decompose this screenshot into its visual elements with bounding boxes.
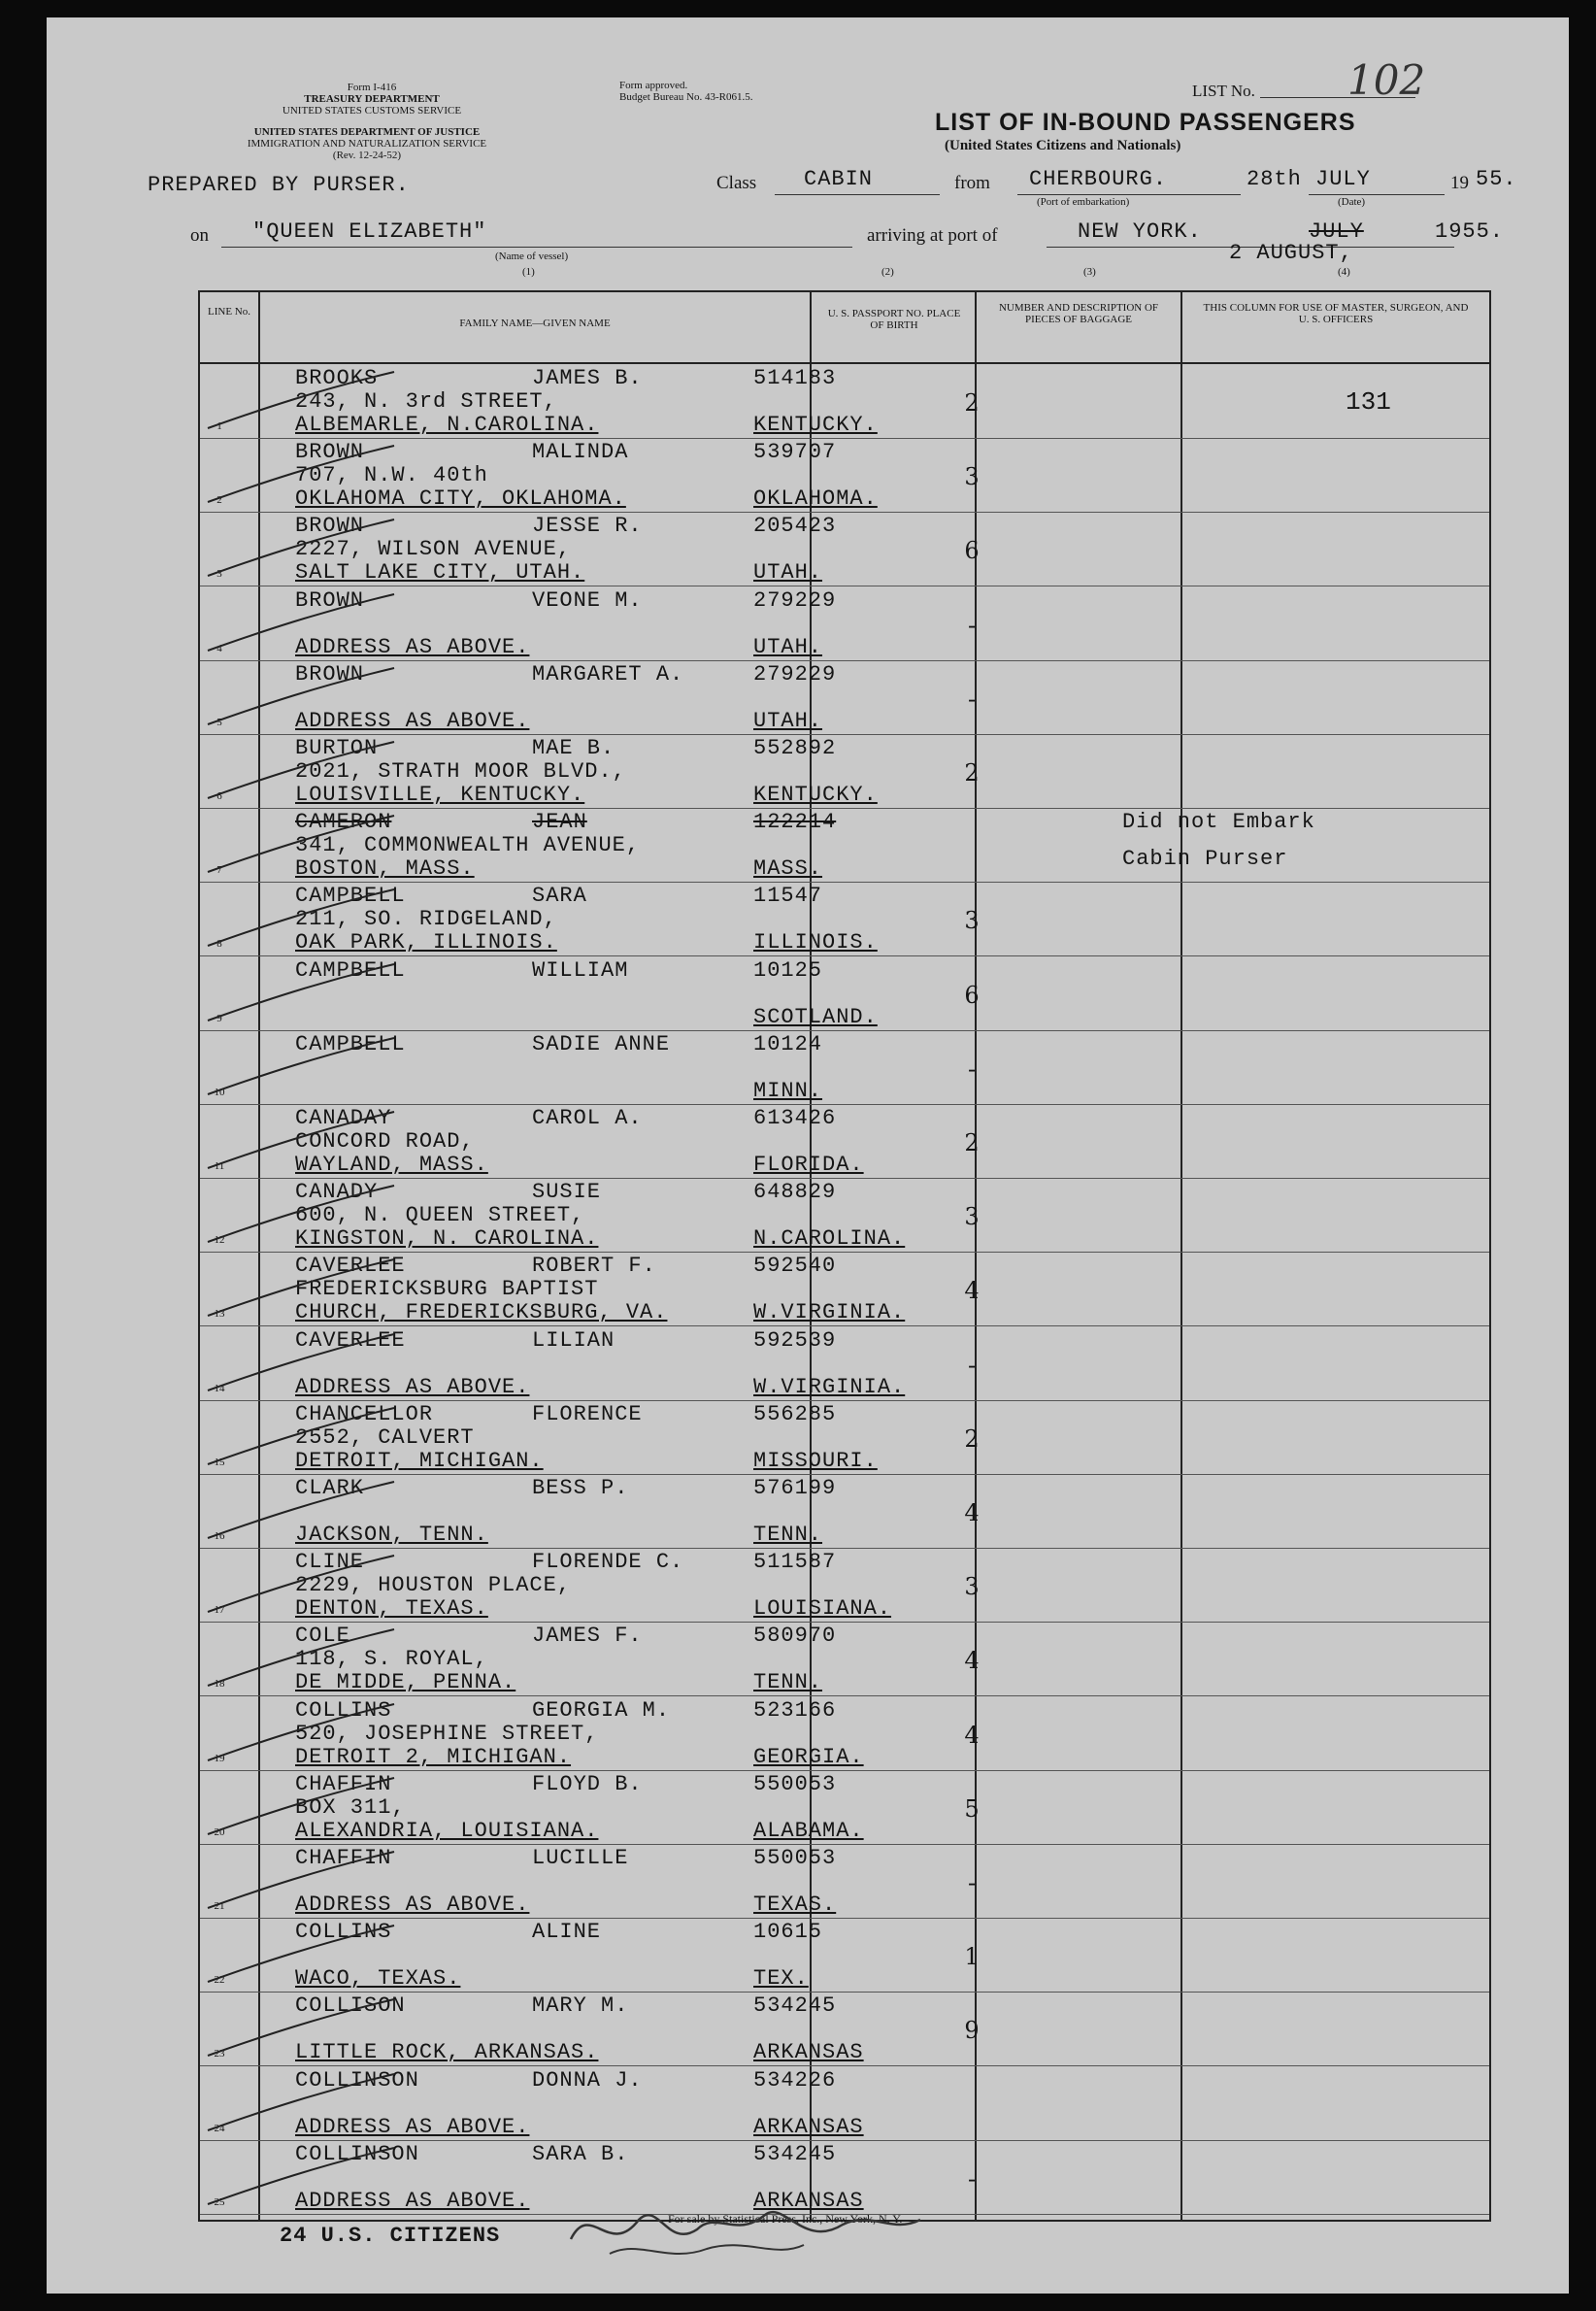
address-line-1: 2229, HOUSTON PLACE,: [295, 1573, 572, 1598]
place-of-birth: TENN.: [753, 1670, 823, 1695]
from-label: from: [954, 173, 990, 193]
address-line-2: DETROIT, MICHIGAN.: [295, 1448, 544, 1473]
check-tick-mark: [204, 518, 398, 586]
place-of-birth: ALABAMA.: [753, 1818, 864, 1843]
address-line-2: ADDRESS AS ABOVE.: [295, 1892, 530, 1917]
baggage-count: 3: [964, 463, 980, 491]
line-number: 23: [214, 2048, 225, 2060]
check-tick-mark: [204, 1776, 398, 1844]
prepared-by: PREPARED BY PURSER.: [148, 173, 410, 197]
family-name: BROWN: [295, 440, 365, 465]
header-line-no: LINE No.: [208, 306, 250, 318]
address-line-1: 2227, WILSON AVENUE,: [295, 537, 572, 562]
line-number: 13: [214, 1308, 225, 1321]
place-of-birth: ARKANSAS: [753, 2114, 864, 2139]
baggage-count: 6: [964, 981, 980, 1009]
family-name: BROWN: [295, 661, 365, 687]
doj-name: UNITED STATES DEPARTMENT OF JUSTICE: [253, 126, 481, 138]
family-name: CLARK: [295, 1476, 365, 1500]
address-line-1: CONCORD ROAD,: [295, 1129, 475, 1154]
place-of-birth: TEXAS.: [753, 1892, 837, 1917]
table-row: [200, 882, 1489, 956]
arrival-date: 2 AUGUST,: [1229, 241, 1353, 265]
table-row: [200, 364, 1489, 439]
family-name: BROWN: [295, 587, 365, 613]
baggage-count: 2: [964, 1129, 980, 1156]
check-tick-mark: [204, 740, 398, 808]
address-line-1: BOX 311,: [295, 1794, 406, 1820]
table-header: [200, 292, 1489, 364]
place-of-birth: MASS.: [753, 856, 823, 882]
table-row: [200, 1252, 1489, 1326]
family-name: CANADAY: [295, 1106, 392, 1130]
address-line-2: JACKSON, TENN.: [295, 1523, 488, 1547]
family-name: CAMERON: [295, 810, 392, 835]
check-tick-mark: [204, 1702, 398, 1770]
family-name: COLLINS: [295, 1920, 392, 1945]
date-caption: (Date): [1338, 196, 1366, 208]
address-line-2: SALT LAKE CITY, UTAH.: [295, 560, 585, 586]
baggage-count: 2: [964, 389, 980, 417]
passport-number: 514183: [753, 366, 837, 390]
date-value: 28th JULY: [1247, 167, 1371, 191]
passport-number: 613426: [753, 1106, 837, 1130]
line-number: 10: [214, 1086, 225, 1098]
check-tick-mark: [204, 1036, 398, 1104]
place-of-birth: W.VIRGINIA.: [753, 1374, 906, 1399]
passport-number: 523166: [753, 1697, 837, 1723]
line-number: 19: [214, 1752, 225, 1764]
family-name: COLLINS: [295, 1697, 392, 1723]
given-name: SUSIE: [532, 1180, 602, 1205]
column-number-1: (1): [522, 266, 535, 278]
table-row: [200, 438, 1489, 513]
document-title: LIST OF IN-BOUND PASSENGERS: [935, 109, 1356, 136]
given-name: FLOYD B.: [532, 1771, 643, 1796]
check-tick-mark: [204, 1627, 398, 1695]
family-name: CAMPBELL: [295, 957, 406, 983]
check-tick-mark: [204, 666, 398, 734]
check-tick-mark: [204, 2072, 398, 2140]
table-row: [200, 1178, 1489, 1253]
given-name: FLORENCE: [532, 1401, 643, 1426]
given-name: JESSE R.: [532, 514, 643, 539]
baggage-count: 2: [964, 759, 980, 787]
table-row: [200, 1400, 1489, 1475]
given-name: VEONE M.: [532, 587, 643, 613]
given-name: MARY M.: [532, 1993, 629, 2019]
table-row: [200, 1104, 1489, 1179]
table-row: [200, 734, 1489, 809]
baggage-count: 3: [964, 1203, 980, 1231]
year-prefix: 19: [1450, 173, 1469, 193]
check-tick-mark: [204, 1997, 398, 2065]
family-name: CAVERLEE: [295, 1254, 406, 1279]
line-number: 4: [216, 642, 222, 654]
address-line-2: ADDRESS AS ABOVE.: [295, 2114, 530, 2139]
check-tick-mark: [204, 1110, 398, 1178]
family-name: CHANCELLOR: [295, 1401, 434, 1426]
line-number: 11: [214, 1160, 225, 1172]
line-number: 5: [216, 716, 222, 728]
form-number: Form I-416: [347, 82, 397, 93]
address-line-2: DETROIT 2, MICHIGAN.: [295, 1744, 572, 1769]
on-label: on: [190, 225, 209, 246]
family-name: COLLINSON: [295, 2141, 419, 2166]
place-of-birth: FLORIDA.: [753, 1153, 864, 1177]
place-of-birth: UTAH.: [753, 560, 823, 586]
passenger-table: [198, 290, 1491, 2222]
line-number: 8: [216, 938, 222, 951]
place-of-birth: OKLAHOMA.: [753, 486, 878, 512]
family-name: CHAFFIN: [295, 1771, 392, 1796]
table-row: [200, 1992, 1489, 2066]
family-name: CAMPBELL: [295, 884, 406, 909]
baggage-count: 4: [964, 1647, 980, 1675]
approval-block: [619, 80, 752, 103]
baggage-count: 4: [964, 1277, 980, 1305]
address-line-2: CHURCH, FREDERICKSBURG, VA.: [295, 1300, 668, 1325]
vessel-name: "QUEEN ELIZABETH": [252, 219, 487, 244]
passport-number: 592539: [753, 1327, 837, 1353]
passport-number: 580970: [753, 1624, 837, 1649]
table-row: [200, 586, 1489, 661]
check-tick-mark: [204, 1554, 398, 1622]
baggage-count: 3: [964, 907, 980, 935]
place-of-birth: ARKANSAS: [753, 2188, 864, 2213]
family-name: BURTON: [295, 736, 379, 760]
struck-month: JULY: [1309, 219, 1364, 244]
treasury-department: TREASURY DEPARTMENT: [304, 93, 440, 105]
given-name: GEORGIA M.: [532, 1697, 671, 1723]
table-row: [200, 1548, 1489, 1623]
line-number: 12: [214, 1234, 225, 1247]
baggage-count: 1: [964, 1943, 980, 1971]
given-name: SARA: [532, 884, 587, 909]
passport-number: 552892: [753, 736, 837, 760]
customs-service: UNITED STATES CUSTOMS SERVICE: [282, 105, 462, 117]
column-number-3: (3): [1083, 266, 1096, 278]
budget-bureau-number: Budget Bureau No. 43-R061.5.: [619, 91, 753, 103]
class-label: Class: [716, 173, 757, 193]
baggage-count: 5: [964, 1794, 980, 1823]
address-line-1: 2021, STRATH MOOR BLVD.,: [295, 759, 626, 784]
address-line-2: BOSTON, MASS.: [295, 856, 475, 882]
purser-signature: [551, 2181, 940, 2268]
table-row: [200, 1326, 1489, 1401]
place-of-birth: GEORGIA.: [753, 1744, 864, 1769]
place-of-birth: LOUISIANA.: [753, 1596, 892, 1622]
check-tick-mark: [204, 1257, 398, 1325]
check-tick-mark: [204, 592, 398, 660]
place-of-birth: KENTUCKY.: [753, 413, 878, 437]
baggage-count: -: [967, 685, 977, 713]
place-of-birth: N.CAROLINA.: [753, 1226, 906, 1252]
officer-count: 131: [1346, 387, 1391, 417]
passport-number: 556285: [753, 1401, 837, 1426]
table-row: [200, 1844, 1489, 1919]
table-row: [200, 512, 1489, 586]
address-line-1: 341, COMMONWEALTH AVENUE,: [295, 833, 641, 858]
address-line-2: LOUISVILLE, KENTUCKY.: [295, 783, 585, 807]
place-of-birth: UTAH.: [753, 634, 823, 659]
baggage-count: 3: [964, 1573, 980, 1601]
address-line-1: FREDERICKSBURG BAPTIST: [295, 1277, 599, 1302]
passport-number: 11547: [753, 884, 823, 909]
check-tick-mark: [204, 1850, 398, 1918]
given-name: JEAN: [532, 810, 587, 835]
given-name: MALINDA: [532, 440, 629, 465]
check-tick-mark: [204, 1480, 398, 1548]
arrival-port: NEW YORK.: [1078, 219, 1202, 244]
year-value: 55.: [1476, 167, 1517, 191]
table-row: [200, 1696, 1489, 1771]
passport-number: 279229: [753, 661, 837, 687]
list-no-label: LIST No.: [1192, 82, 1255, 100]
place-of-birth: SCOTLAND.: [753, 1004, 878, 1029]
baggage-count: 2: [964, 1424, 980, 1453]
check-tick-mark: [204, 444, 398, 512]
address-line-2: ALEXANDRIA, LOUISIANA.: [295, 1818, 599, 1843]
address-line-2: OKLAHOMA CITY, OKLAHOMA.: [295, 486, 626, 512]
line-number: 9: [216, 1012, 222, 1024]
check-tick-mark: [204, 2146, 398, 2214]
given-name: JAMES B.: [532, 366, 643, 390]
line-number: 21: [214, 1900, 225, 1912]
check-tick-mark: [204, 370, 398, 438]
table-row: [200, 2066, 1489, 2141]
place-of-birth: MINN.: [753, 1078, 823, 1103]
check-tick-mark: [204, 1184, 398, 1252]
table-row: [200, 1918, 1489, 1993]
column-number-4: (4): [1338, 266, 1350, 278]
line-number: 6: [216, 790, 222, 802]
line-number: 1: [216, 420, 222, 432]
officer-remark: Did not Embark: [1122, 810, 1315, 835]
from-value: CHERBOURG.: [1029, 167, 1168, 191]
address-line-2: ADDRESS AS ABOVE.: [295, 634, 530, 659]
family-name: COLLISON: [295, 1993, 406, 2019]
baggage-count: -: [967, 1055, 977, 1083]
passport-number: 534245: [753, 2141, 837, 2166]
printer-imprint: For sale by Statistical Press, Inc., New York, N. Y.: [668, 2212, 903, 2226]
address-line-1: 243, N. 3rd STREET,: [295, 389, 557, 414]
given-name: MARGARET A.: [532, 661, 684, 687]
passport-number: 10124: [753, 1031, 823, 1056]
place-of-birth: ARKANSAS: [753, 2040, 864, 2065]
given-name: WILLIAM: [532, 957, 629, 983]
table-row: [200, 1622, 1489, 1696]
line-number: 3: [216, 568, 222, 581]
given-name: LILIAN: [532, 1327, 615, 1353]
address-line-2: LITTLE ROCK, ARKANSAS.: [295, 2040, 599, 2065]
passport-number: 534226: [753, 2067, 837, 2093]
given-name: JAMES F.: [532, 1624, 643, 1649]
given-name: SARA B.: [532, 2141, 629, 2166]
port-caption: (Port of embarkation): [1037, 196, 1130, 208]
passport-number: 648829: [753, 1180, 837, 1205]
form-approved: Form approved.: [619, 80, 688, 91]
place-of-birth: MISSOURI.: [753, 1448, 878, 1473]
baggage-count: -: [967, 2164, 977, 2193]
officer-remark-2: Cabin Purser: [1122, 847, 1288, 872]
passport-number: 550053: [753, 1846, 837, 1870]
family-name: CHAFFIN: [295, 1846, 392, 1870]
baggage-count: -: [967, 1351, 977, 1379]
passport-number: 122214: [753, 810, 837, 835]
passport-number: 10615: [753, 1920, 823, 1945]
passport-number: 205423: [753, 514, 837, 539]
address-line-2: ADDRESS AS ABOVE.: [295, 708, 530, 733]
address-line-2: DENTON, TEXAS.: [295, 1596, 488, 1622]
arrival-year: 1955.: [1435, 219, 1505, 244]
address-line-1: 211, SO. RIDGELAND,: [295, 907, 557, 932]
line-number: 25: [214, 2195, 225, 2208]
citizen-total: 24 U.S. CITIZENS: [280, 2224, 501, 2248]
family-name: BROWN: [295, 514, 365, 539]
family-name: COLLINSON: [295, 2067, 419, 2093]
baggage-count: 4: [964, 1499, 980, 1526]
line-number: 15: [214, 1456, 225, 1468]
place-of-birth: ILLINOIS.: [753, 930, 878, 955]
place-of-birth: TENN.: [753, 1523, 823, 1547]
line-number: 20: [214, 1825, 225, 1838]
class-value: CABIN: [804, 167, 874, 191]
address-line-2: ALBEMARLE, N.CAROLINA.: [295, 413, 599, 437]
given-name: SADIE ANNE: [532, 1031, 671, 1056]
address-line-2: WAYLAND, MASS.: [295, 1153, 488, 1177]
table-row: [200, 1474, 1489, 1549]
place-of-birth: KENTUCKY.: [753, 783, 878, 807]
family-name: CAVERLEE: [295, 1327, 406, 1353]
line-number: 18: [214, 1678, 225, 1691]
line-number: 2: [216, 494, 222, 507]
given-name: CAROL A.: [532, 1106, 643, 1130]
family-name: CANADY: [295, 1180, 379, 1205]
address-line-2: ADDRESS AS ABOVE.: [295, 2188, 530, 2213]
address-line-1: 2552, CALVERT: [295, 1424, 475, 1450]
header-baggage: NUMBER AND DESCRIPTION OF PIECES OF BAGGAGE: [998, 302, 1159, 325]
address-line-2: KINGSTON, N. CAROLINA.: [295, 1226, 599, 1252]
address-line-2: OAK PARK, ILLINOIS.: [295, 930, 557, 955]
table-row: [200, 808, 1489, 883]
given-name: ALINE: [532, 1920, 602, 1945]
family-name: COLE: [295, 1624, 350, 1649]
form-revision: (Rev. 12-24-52): [332, 150, 402, 161]
given-name: FLORENDE C.: [532, 1550, 684, 1575]
line-number: 22: [214, 1974, 225, 1987]
column-number-2: (2): [881, 266, 894, 278]
passenger-list-page: [47, 17, 1569, 2294]
line-number: 17: [214, 1604, 225, 1617]
passport-number: 10125: [753, 957, 823, 983]
arriving-label: arriving at port of: [867, 225, 998, 246]
family-name: CAMPBELL: [295, 1031, 406, 1056]
passport-number: 534245: [753, 1993, 837, 2019]
document-subtitle: (United States Citizens and Nationals): [945, 138, 1181, 153]
place-of-birth: TEX.: [753, 1966, 809, 1992]
vessel-caption: (Name of vessel): [495, 251, 569, 262]
line-number: 7: [216, 864, 222, 877]
given-name: BESS P.: [532, 1476, 629, 1500]
passport-number: 511587: [753, 1550, 837, 1575]
baggage-count: 9: [964, 2017, 980, 2045]
address-line-1: 600, N. QUEEN STREET,: [295, 1203, 585, 1228]
check-tick-mark: [204, 962, 398, 1030]
family-name: CLINE: [295, 1550, 365, 1575]
check-tick-mark: [204, 888, 398, 955]
address-line-1: 520, JOSEPHINE STREET,: [295, 1721, 599, 1746]
list-no-value: 102: [1347, 56, 1426, 104]
header-passport: U. S. PASSPORT NO. PLACE OF BIRTH: [827, 308, 961, 331]
table-row: [200, 660, 1489, 735]
table-row: [200, 1770, 1489, 1845]
check-tick-mark: [204, 1406, 398, 1474]
passport-number: 550053: [753, 1771, 837, 1796]
baggage-count: -: [967, 1869, 977, 1896]
place-of-birth: UTAH.: [753, 708, 823, 733]
form-id-block: [260, 82, 483, 117]
table-row: [200, 1030, 1489, 1105]
check-tick-mark: [204, 814, 398, 882]
baggage-count: 4: [964, 1721, 980, 1749]
passport-number: 279229: [753, 587, 837, 613]
family-name: BROOKS: [295, 366, 379, 390]
ins-name: IMMIGRATION AND NATURALIZATION SERVICE: [247, 138, 487, 150]
line-number: 14: [214, 1382, 225, 1394]
doj-block: [192, 126, 542, 161]
baggage-count: 6: [964, 537, 980, 565]
given-name: MAE B.: [532, 736, 615, 760]
address-line-1: 707, N.W. 40th: [295, 463, 488, 488]
given-name: LUCILLE: [532, 1846, 629, 1870]
given-name: ROBERT F.: [532, 1254, 656, 1279]
table-row: [200, 956, 1489, 1031]
address-line-2: WACO, TEXAS.: [295, 1966, 461, 1992]
address-line-1: 118, S. ROYAL,: [295, 1647, 488, 1672]
passport-number: 539707: [753, 440, 837, 465]
date-line: [1309, 169, 1445, 195]
check-tick-mark: [204, 1924, 398, 1992]
address-line-2: DE MIDDE, PENNA.: [295, 1670, 516, 1695]
line-number: 16: [214, 1530, 225, 1542]
place-of-birth: W.VIRGINIA.: [753, 1300, 906, 1325]
given-name: DONNA J.: [532, 2067, 643, 2093]
address-line-2: ADDRESS AS ABOVE.: [295, 1374, 530, 1399]
passport-number: 592540: [753, 1254, 837, 1279]
check-tick-mark: [204, 1332, 398, 1400]
header-officers: THIS COLUMN FOR USE OF MASTER, SURGEON, AND U. S. OFFICERS: [1203, 302, 1469, 325]
line-number: 24: [214, 2122, 225, 2134]
baggage-count: -: [967, 611, 977, 639]
passport-number: 576199: [753, 1476, 837, 1500]
header-name: FAMILY NAME—GIVEN NAME: [459, 318, 611, 329]
